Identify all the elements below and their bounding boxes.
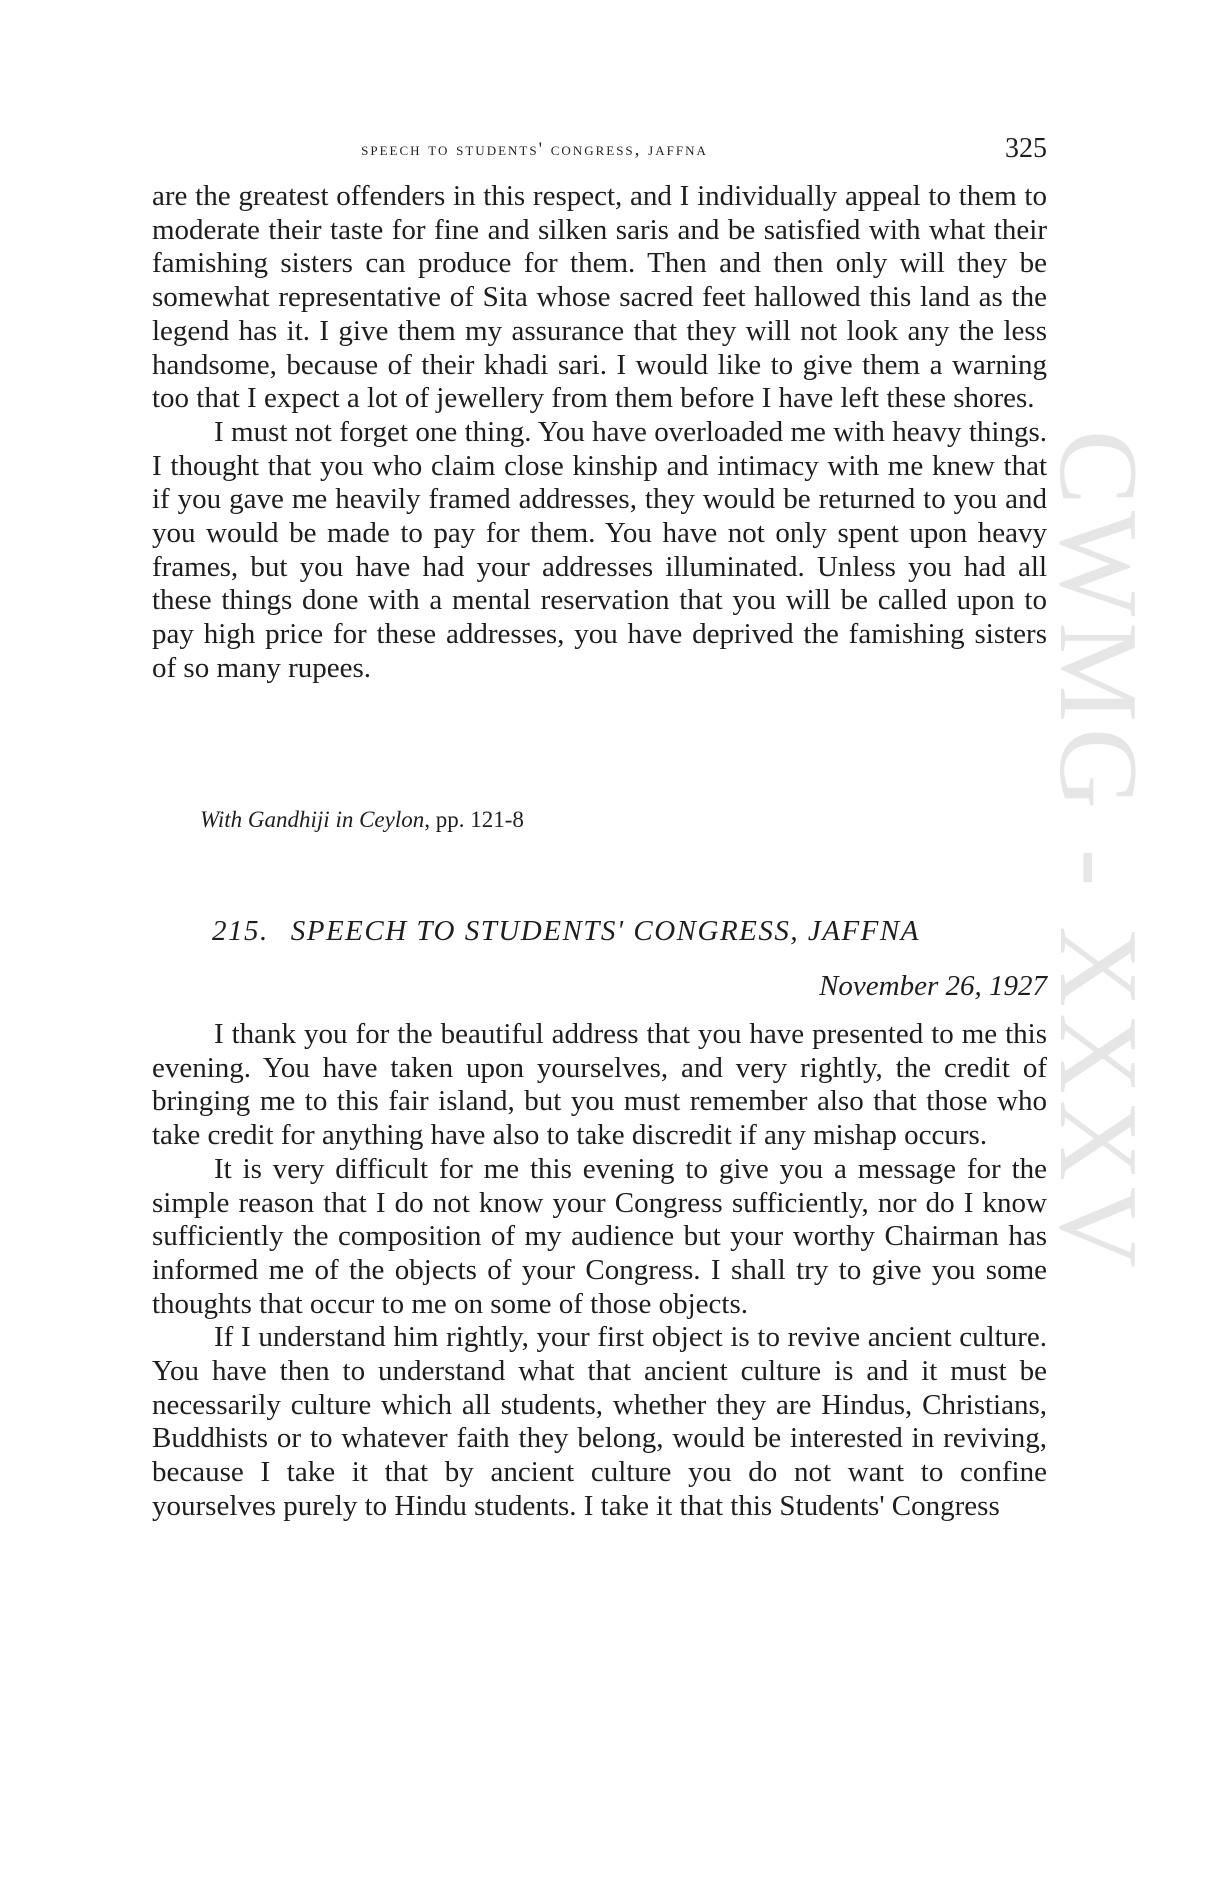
continued-speech-text <box>152 180 1047 686</box>
section-number: 215. <box>212 915 269 947</box>
paragraph: I thank you for the beautiful address that you have presented to me this evening. You have taken upon yourselves, and very rightly, the credit of bringing me to this fair island, but you must remember also that those who take credit for anything have also to take discredit if any mishap occurs. <box>152 1018 1047 1152</box>
page-number: 325 <box>1005 133 1047 164</box>
dateline: November 26, 1927 <box>819 970 1047 1002</box>
section-heading <box>152 915 1047 948</box>
source-citation <box>200 807 524 833</box>
watermark-text: CWMG - XXXV <box>1036 430 1160 1274</box>
paragraph: I must not forget one thing. You have overloaded me with heavy things. I thought that you who claim close kinship and intimacy with me knew that if you gave me heavily framed addresses, they would be returned to you and you would be made to pay for them. You have not only spent upon heavy frames, but you have had your addresses illuminated. Unless you had all these things done with a mental reservation that you will be called upon to pay high price for these addresses, you have deprived the famishing sisters of so many rupees. <box>152 415 1047 684</box>
paragraph: are the greatest offenders in this respect, and I individually appeal to them to moderate their taste for fine and silken saris and be satisfied with what their famishing sisters can produce for them. Then and then only will they be somewhat representative of Sita whose sacred feet hallowed this land as the legend has it. I give them my assurance that they will not look any the less handsome, because of their khadi sari. I would like to give them a warning too that I expect a lot of jewellery from them before I have left these shores. <box>152 180 1047 415</box>
running-title: speech to students' congress, jaffna <box>361 139 708 160</box>
running-head <box>152 133 1047 173</box>
citation-pages: , pp. 121-8 <box>424 807 524 832</box>
watermark <box>1038 430 1158 1470</box>
citation-title: With Gandhiji in Ceylon <box>200 807 425 832</box>
paragraph: If I understand him rightly, your first object is to revive ancient culture. You have then to understand what that ancient culture is and it must be necessarily culture which all students, whether they are Hindus, Christians, Buddhists or to whatever faith they belong, would be interested in reviving, because I take it that by ancient culture you do not want to confine yourselves purely to Hindu students. I take it that this Students' Congress <box>152 1321 1047 1522</box>
paragraph: It is very difficult for me this evening to give you a message for the simple reason that I do not know your Congress sufficiently, nor do I know sufficiently the composition of my audience but your worthy Chairman has informed me of the objects of your Congress. I shall try to give you some thoughts that occur to me on some of those objects. <box>152 1152 1047 1320</box>
speech-text <box>152 1018 1047 1524</box>
section-title: SPEECH TO STUDENTS' CONGRESS, JAFFNA <box>290 915 920 947</box>
